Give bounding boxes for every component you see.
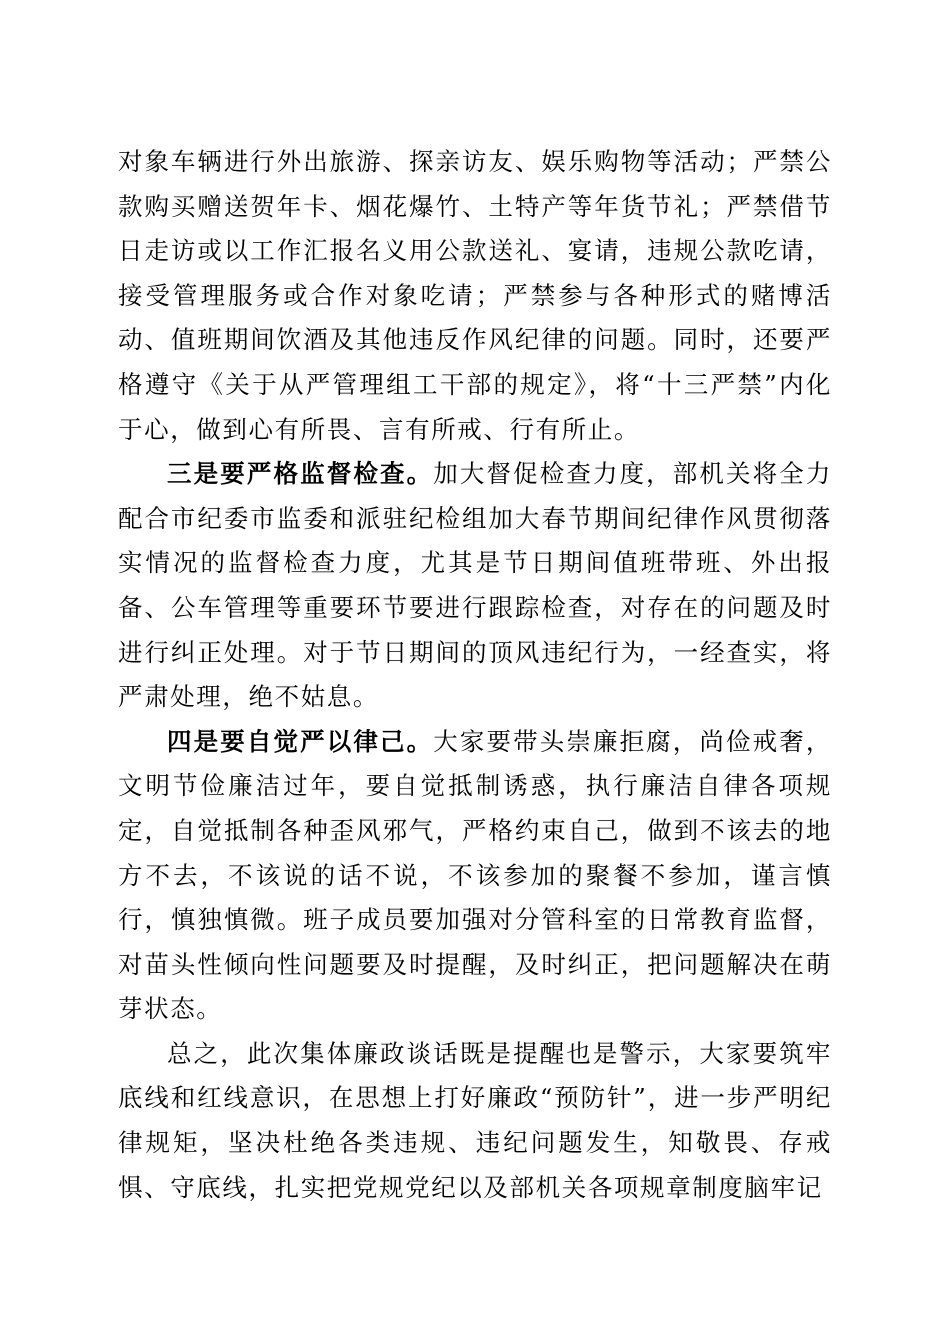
paragraph-continued-prohibitions [118, 140, 832, 452]
paragraph-body: 总之，此次集体廉政谈话既是提醒也是警示，大家要筑牢底线和红线意识，在思想上打好廉政“预防针”，进一步严明纪律规矩，坚决杜绝各类违规、违纪问题发生，知敬畏、存戒惧、守底线，扎实把党规党纪以及部机关各项规章制度脑牢记 [118, 1038, 832, 1202]
paragraph-self-discipline [118, 720, 832, 1032]
paragraph-body: 加大督促检查力度，部机关将全力配合市纪委市监委和派驻纪检组加大春节期间纪律作风贯彻落实情况的监督检查力度，尤其是节日期间值班带班、外出报备、公车管理等重要环节要进行跟踪检查，对存在的问题及时进行纠正处理。对于节日期间的顶风违纪行为，一经查实，将严肃处理，绝不姑息。 [118, 459, 833, 712]
document-body [118, 140, 832, 1210]
paragraph-heading: 四是要自觉严以律己。 [167, 726, 434, 756]
paragraph-conclusion [118, 1032, 832, 1210]
paragraph-body: 对象车辆进行外出旅游、探亲访友、娱乐购物等活动；严禁公款购买赠送贺年卡、烟花爆竹、土特产等年货节礼；严禁借节日走访或以工作汇报名义用公款送礼、宴请，违规公款吃请，接受管理服务或合作对象吃请；严禁参与各种形式的赌博活动、值班期间饮酒及其他违反作风纪律的问题。同时，还要严格遵守《关于从严管理组工干部的规定》，将“十三严禁”内化于心，做到心有所畏、言有所戒、行有所止。 [118, 147, 832, 444]
paragraph-heading: 三是要严格监督检查。 [167, 459, 434, 489]
paragraph-supervision [118, 452, 832, 720]
paragraph-body: 大家要带头崇廉拒腐，尚俭戒奢，文明节俭廉洁过年，要自觉抵制诱惑，执行廉洁自律各项规定，自觉抵制各种歪风邪气，严格约束自己，做到不该去的地方不去，不该说的话不说，不该参加的聚餐不参加，谨言慎行，慎独慎微。班子成员要加强对分管科室的日常教育监督，对苗头性倾向性问题要及时提醒，及时纠正，把问题解决在萌芽状态。 [118, 726, 833, 1024]
